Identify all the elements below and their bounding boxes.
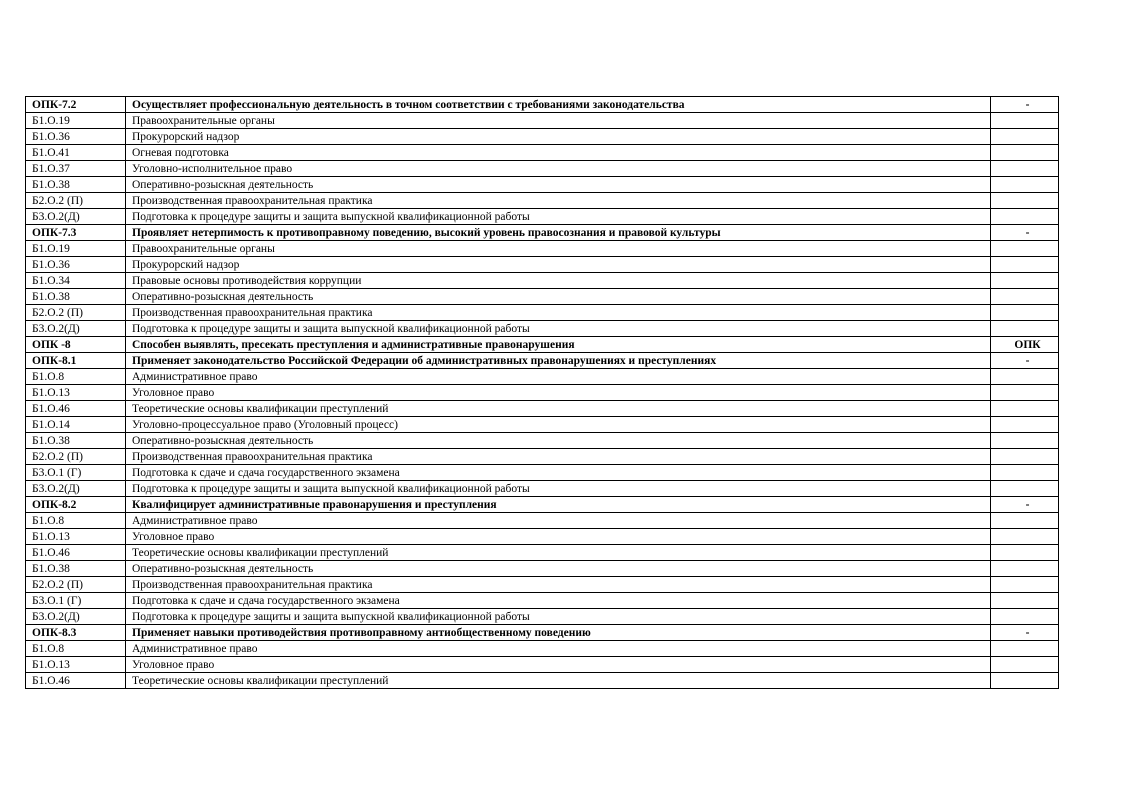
mark-cell <box>991 657 1059 673</box>
name-cell: Подготовка к сдаче и сдача государственного экзамена <box>126 465 991 481</box>
code-cell: Б1.О.13 <box>26 657 126 673</box>
name-cell: Производственная правоохранительная практика <box>126 449 991 465</box>
code-cell: Б1.О.46 <box>26 545 126 561</box>
mark-cell <box>991 177 1059 193</box>
code-cell: Б3.О.1 (Г) <box>26 465 126 481</box>
discipline-row <box>26 113 1059 129</box>
discipline-row <box>26 209 1059 225</box>
discipline-row <box>26 577 1059 593</box>
discipline-row <box>26 369 1059 385</box>
competency-table <box>25 96 1059 689</box>
code-cell: Б1.О.37 <box>26 161 126 177</box>
code-cell: Б1.О.14 <box>26 417 126 433</box>
mark-cell <box>991 273 1059 289</box>
name-cell: Квалифицирует административные правонарушения и преступления <box>126 497 991 513</box>
discipline-row <box>26 529 1059 545</box>
mark-cell <box>991 209 1059 225</box>
code-cell: Б1.О.41 <box>26 145 126 161</box>
name-cell: Оперативно-розыскная деятельность <box>126 433 991 449</box>
code-cell: Б1.О.34 <box>26 273 126 289</box>
mark-cell: - <box>991 625 1059 641</box>
mark-cell <box>991 113 1059 129</box>
code-cell: Б1.О.8 <box>26 369 126 385</box>
competency-header-row <box>26 225 1059 241</box>
code-cell: Б1.О.36 <box>26 257 126 273</box>
mark-cell <box>991 577 1059 593</box>
competency-header-row <box>26 497 1059 513</box>
discipline-row <box>26 657 1059 673</box>
discipline-row <box>26 289 1059 305</box>
mark-cell: - <box>991 97 1059 113</box>
discipline-row <box>26 273 1059 289</box>
mark-cell <box>991 641 1059 657</box>
discipline-row <box>26 257 1059 273</box>
mark-cell <box>991 513 1059 529</box>
code-cell: Б1.О.13 <box>26 385 126 401</box>
mark-cell <box>991 609 1059 625</box>
code-cell: Б1.О.38 <box>26 289 126 305</box>
mark-cell <box>991 673 1059 689</box>
discipline-row <box>26 193 1059 209</box>
name-cell: Подготовка к процедуре защиты и защита выпускной квалификационной работы <box>126 609 991 625</box>
mark-cell <box>991 257 1059 273</box>
name-cell: Подготовка к процедуре защиты и защита выпускной квалификационной работы <box>126 321 991 337</box>
code-cell: Б1.О.46 <box>26 401 126 417</box>
code-cell: Б1.О.19 <box>26 113 126 129</box>
discipline-row <box>26 385 1059 401</box>
discipline-row <box>26 593 1059 609</box>
code-cell: Б1.О.38 <box>26 561 126 577</box>
code-cell: Б3.О.2(Д) <box>26 321 126 337</box>
code-cell: ОПК-7.2 <box>26 97 126 113</box>
name-cell: Административное право <box>126 369 991 385</box>
code-cell: ОПК-8.1 <box>26 353 126 369</box>
name-cell: Теоретические основы квалификации преступлений <box>126 545 991 561</box>
code-cell: Б1.О.13 <box>26 529 126 545</box>
mark-cell <box>991 593 1059 609</box>
name-cell: Осуществляет профессиональную деятельность в точном соответствии с требованиями законодательства <box>126 97 991 113</box>
name-cell: Правоохранительные органы <box>126 241 991 257</box>
name-cell: Оперативно-розыскная деятельность <box>126 289 991 305</box>
name-cell: Уголовно-исполнительное право <box>126 161 991 177</box>
code-cell: Б1.О.38 <box>26 433 126 449</box>
name-cell: Применяет законодательство Российской Федерации об административных правонарушениях и преступлениях <box>126 353 991 369</box>
discipline-row <box>26 545 1059 561</box>
name-cell: Подготовка к сдаче и сдача государственного экзамена <box>126 593 991 609</box>
discipline-row <box>26 673 1059 689</box>
mark-cell: - <box>991 497 1059 513</box>
discipline-row <box>26 561 1059 577</box>
name-cell: Уголовное право <box>126 385 991 401</box>
discipline-row <box>26 401 1059 417</box>
name-cell: Огневая подготовка <box>126 145 991 161</box>
mark-cell <box>991 481 1059 497</box>
mark-cell <box>991 401 1059 417</box>
name-cell: Оперативно-розыскная деятельность <box>126 561 991 577</box>
competency-table-body <box>26 97 1059 689</box>
code-cell: Б1.О.46 <box>26 673 126 689</box>
mark-cell <box>991 129 1059 145</box>
code-cell: ОПК -8 <box>26 337 126 353</box>
code-cell: Б3.О.2(Д) <box>26 609 126 625</box>
code-cell: Б2.О.2 (П) <box>26 449 126 465</box>
mark-cell: - <box>991 353 1059 369</box>
name-cell: Прокурорский надзор <box>126 129 991 145</box>
name-cell: Правовые основы противодействия коррупции <box>126 273 991 289</box>
code-cell: Б3.О.2(Д) <box>26 209 126 225</box>
code-cell: Б2.О.2 (П) <box>26 193 126 209</box>
mark-cell <box>991 161 1059 177</box>
discipline-row <box>26 145 1059 161</box>
name-cell: Правоохранительные органы <box>126 113 991 129</box>
name-cell: Теоретические основы квалификации преступлений <box>126 673 991 689</box>
name-cell: Производственная правоохранительная практика <box>126 305 991 321</box>
name-cell: Уголовное право <box>126 529 991 545</box>
discipline-row <box>26 305 1059 321</box>
code-cell: Б3.О.1 (Г) <box>26 593 126 609</box>
name-cell: Производственная правоохранительная практика <box>126 577 991 593</box>
name-cell: Административное право <box>126 641 991 657</box>
mark-cell <box>991 385 1059 401</box>
competency-header-row <box>26 625 1059 641</box>
name-cell: Подготовка к процедуре защиты и защита выпускной квалификационной работы <box>126 209 991 225</box>
name-cell: Теоретические основы квалификации преступлений <box>126 401 991 417</box>
discipline-row <box>26 321 1059 337</box>
code-cell: ОПК-8.2 <box>26 497 126 513</box>
name-cell: Уголовно-процессуальное право (Уголовный процесс) <box>126 417 991 433</box>
competency-header-row <box>26 353 1059 369</box>
code-cell: ОПК-7.3 <box>26 225 126 241</box>
name-cell: Производственная правоохранительная практика <box>126 193 991 209</box>
code-cell: Б1.О.38 <box>26 177 126 193</box>
mark-cell: - <box>991 225 1059 241</box>
competency-header-row <box>26 97 1059 113</box>
code-cell: Б2.О.2 (П) <box>26 577 126 593</box>
mark-cell <box>991 321 1059 337</box>
mark-cell <box>991 193 1059 209</box>
mark-cell: ОПК <box>991 337 1059 353</box>
discipline-row <box>26 129 1059 145</box>
mark-cell <box>991 529 1059 545</box>
discipline-row <box>26 177 1059 193</box>
code-cell: Б1.О.36 <box>26 129 126 145</box>
name-cell: Оперативно-розыскная деятельность <box>126 177 991 193</box>
code-cell: Б1.О.8 <box>26 641 126 657</box>
discipline-row <box>26 641 1059 657</box>
name-cell: Прокурорский надзор <box>126 257 991 273</box>
code-cell: Б1.О.19 <box>26 241 126 257</box>
mark-cell <box>991 145 1059 161</box>
discipline-row <box>26 513 1059 529</box>
mark-cell <box>991 417 1059 433</box>
discipline-row <box>26 161 1059 177</box>
name-cell: Применяет навыки противодействия противоправному антиобщественному поведению <box>126 625 991 641</box>
name-cell: Уголовное право <box>126 657 991 673</box>
name-cell: Проявляет нетерпимость к противоправному поведению, высокий уровень правосознания и правовой культуры <box>126 225 991 241</box>
code-cell: Б1.О.8 <box>26 513 126 529</box>
discipline-row <box>26 449 1059 465</box>
code-cell: Б3.О.2(Д) <box>26 481 126 497</box>
mark-cell <box>991 561 1059 577</box>
name-cell: Административное право <box>126 513 991 529</box>
mark-cell <box>991 433 1059 449</box>
discipline-row <box>26 241 1059 257</box>
discipline-row <box>26 465 1059 481</box>
discipline-row <box>26 433 1059 449</box>
mark-cell <box>991 241 1059 257</box>
mark-cell <box>991 289 1059 305</box>
mark-cell <box>991 449 1059 465</box>
discipline-row <box>26 417 1059 433</box>
discipline-row <box>26 609 1059 625</box>
mark-cell <box>991 369 1059 385</box>
mark-cell <box>991 305 1059 321</box>
mark-cell <box>991 545 1059 561</box>
mark-cell <box>991 465 1059 481</box>
competency-header-row <box>26 337 1059 353</box>
name-cell: Способен выявлять, пресекать преступления и административные правонарушения <box>126 337 991 353</box>
code-cell: ОПК-8.3 <box>26 625 126 641</box>
discipline-row <box>26 481 1059 497</box>
name-cell: Подготовка к процедуре защиты и защита выпускной квалификационной работы <box>126 481 991 497</box>
code-cell: Б2.О.2 (П) <box>26 305 126 321</box>
